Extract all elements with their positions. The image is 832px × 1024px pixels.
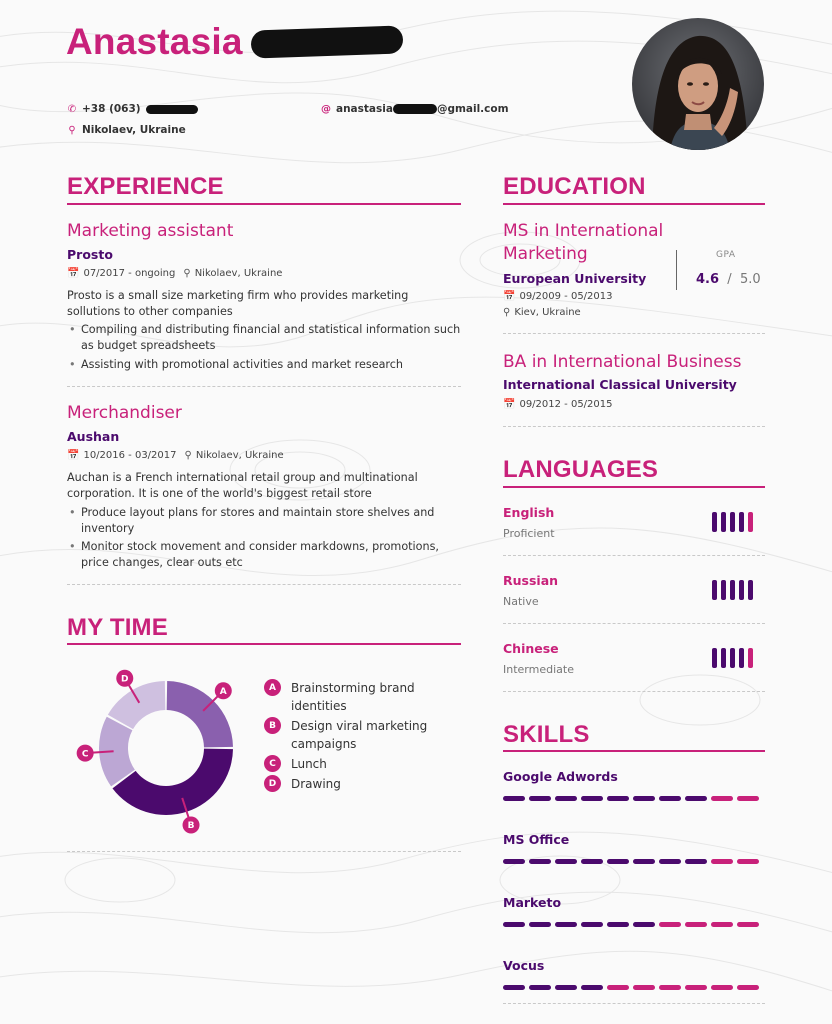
rating-bar — [737, 859, 759, 864]
rating-bar — [581, 796, 603, 801]
rating-bar — [529, 922, 551, 927]
languages-rule — [503, 486, 765, 488]
calendar-icon: 📅 — [67, 450, 80, 461]
rating-bar — [633, 796, 655, 801]
rating-bar — [737, 796, 759, 801]
rating-bar — [685, 922, 707, 927]
education-heading: EDUCATION — [503, 173, 646, 200]
rating-bar — [730, 512, 735, 532]
rating-bar — [685, 859, 707, 864]
rating-bar — [712, 512, 717, 532]
gpa-label: GPA — [716, 250, 736, 260]
donut-marker-label: B — [187, 821, 195, 832]
donut-slice-b — [112, 749, 232, 815]
degree-line: MS in International — [503, 221, 664, 241]
divider — [67, 851, 461, 852]
rating-bar — [581, 859, 603, 864]
rating-bar — [607, 922, 629, 927]
degree-title — [503, 351, 741, 374]
rating-bar — [555, 922, 577, 927]
email-suffix: @gmail.com — [436, 103, 509, 115]
skill-rating — [503, 796, 759, 801]
job-bullet: • Assisting with promotional activities and market research — [67, 357, 463, 373]
job-bullet: • Compiling and distributing financial and statistical information such as budget spreadsheets — [67, 322, 463, 354]
rating-bar — [739, 648, 744, 668]
donut-marker-label: A — [219, 686, 227, 697]
at-icon: @ — [321, 103, 331, 115]
rating-bar — [607, 796, 629, 801]
rating-bar — [711, 796, 733, 801]
job-bullet: • Monitor stock movement and consider markdowns, promotions, price changes, clear outs etc — [67, 539, 463, 571]
divider — [67, 386, 461, 387]
job-company: Aushan — [67, 429, 120, 444]
rating-bar — [737, 985, 759, 990]
divider — [503, 1003, 765, 1004]
rating-bar — [503, 922, 525, 927]
language-rating — [712, 580, 753, 600]
time-donut-chart — [60, 660, 260, 840]
rating-bar — [659, 796, 681, 801]
rating-bar — [739, 512, 744, 532]
rating-bar — [555, 859, 577, 864]
job-location: Nikolaev, Ukraine — [194, 268, 283, 279]
redacted-email — [393, 104, 437, 114]
rating-bar — [633, 922, 655, 927]
rating-bar — [711, 922, 733, 927]
phone-icon: ✆ — [67, 103, 77, 115]
rating-bar — [607, 985, 629, 990]
rating-bar — [748, 648, 753, 668]
job-title: Merchandiser — [67, 403, 182, 423]
education-dates — [503, 399, 613, 410]
degree-title — [503, 220, 663, 266]
school-name: International Classical University — [503, 377, 737, 392]
job-summary: Prosto is a small size marketing firm who provides marketing sollutions to other companies — [67, 289, 409, 318]
language-level: Native — [503, 595, 539, 608]
legend-label: Drawing — [291, 777, 341, 791]
rating-bar — [748, 512, 753, 532]
degree-line: BA in International Business — [503, 352, 742, 372]
gpa-separator — [676, 250, 677, 290]
skill-name: Vocus — [503, 958, 545, 973]
redacted-phone — [146, 105, 198, 114]
education-dates — [503, 291, 613, 302]
legend-item — [264, 717, 434, 753]
rating-bar — [685, 985, 707, 990]
language-name: Russian — [503, 573, 559, 588]
divider — [503, 555, 765, 556]
rating-bar — [739, 580, 744, 600]
email-prefix: anastasia — [336, 103, 393, 115]
location-contact — [67, 124, 186, 136]
degree-line: Marketing — [503, 244, 588, 264]
languages-heading: LANGUAGES — [503, 456, 659, 483]
name-block — [66, 20, 403, 64]
rating-bar — [748, 580, 753, 600]
phone-text: +38 (063) — [82, 103, 141, 115]
language-name: English — [503, 505, 555, 520]
skill-rating — [503, 922, 759, 927]
rating-bar — [659, 922, 681, 927]
job-meta — [67, 268, 282, 279]
rating-bar — [633, 985, 655, 990]
education-rule — [503, 203, 765, 205]
rating-bar — [503, 796, 525, 801]
language-level: Intermediate — [503, 663, 574, 676]
rating-bar — [711, 859, 733, 864]
school-name: European University — [503, 271, 647, 286]
donut-marker-label: D — [121, 674, 129, 685]
divider — [503, 623, 765, 624]
map-pin-icon: ⚲ — [68, 124, 76, 136]
legend-badge: D — [264, 775, 281, 792]
phone-contact — [67, 103, 198, 115]
legend-badge: C — [264, 755, 281, 772]
rating-bar — [581, 985, 603, 990]
candidate-name: Anastasia — [66, 21, 243, 62]
skill-rating — [503, 859, 759, 864]
rating-bar — [581, 922, 603, 927]
rating-bar — [529, 796, 551, 801]
gpa-slash: / — [727, 272, 732, 287]
skill-rating — [503, 985, 759, 990]
language-name: Chinese — [503, 641, 559, 656]
divider — [503, 426, 765, 427]
education-location-text: Kiev, Ukraine — [514, 307, 581, 318]
education-location — [503, 307, 581, 318]
email-contact[interactable] — [321, 103, 509, 115]
job-company: Prosto — [67, 247, 113, 262]
rating-bar — [730, 580, 735, 600]
profile-photo — [632, 18, 764, 150]
rating-bar — [737, 922, 759, 927]
rating-bar — [721, 580, 726, 600]
legend-item — [264, 775, 434, 793]
divider — [67, 584, 461, 585]
rating-bar — [659, 985, 681, 990]
legend-badge: A — [264, 679, 281, 696]
skills-heading: SKILLS — [503, 721, 590, 748]
calendar-icon: 📅 — [67, 268, 80, 279]
skills-rule — [503, 750, 765, 752]
donut-marker-label: C — [81, 749, 89, 760]
rating-bar — [712, 648, 717, 668]
experience-heading: EXPERIENCE — [67, 173, 224, 200]
rating-bar — [503, 859, 525, 864]
map-pin-icon: ⚲ — [183, 268, 191, 279]
rating-bar — [633, 859, 655, 864]
job-location: Nikolaev, Ukraine — [195, 450, 284, 461]
language-level: Proficient — [503, 527, 555, 540]
legend-label: Lunch — [291, 757, 327, 771]
redacted-surname — [250, 25, 403, 58]
my-time-rule — [67, 643, 461, 645]
language-rating — [712, 648, 753, 668]
job-title: Marketing assistant — [67, 221, 234, 241]
job-summary: Auchan is a French international retail group and multinational corporation. It is one of the world's biggest retail store — [67, 471, 418, 500]
experience-rule — [67, 203, 461, 205]
skill-name: Marketo — [503, 895, 562, 910]
rating-bar — [607, 859, 629, 864]
gpa-max: 5.0 — [739, 272, 761, 287]
legend-item — [264, 679, 434, 715]
job-bullet: • Produce layout plans for stores and maintain store shelves and inventory — [67, 505, 463, 537]
my-time-heading: MY TIME — [67, 614, 168, 641]
calendar-icon: 📅 — [503, 291, 516, 302]
legend-label: Design viral marketing campaigns — [291, 719, 428, 751]
rating-bar — [529, 859, 551, 864]
legend-item — [264, 755, 434, 773]
rating-bar — [730, 648, 735, 668]
rating-bar — [712, 580, 717, 600]
rating-bar — [721, 512, 726, 532]
rating-bar — [555, 985, 577, 990]
calendar-icon: 📅 — [503, 399, 516, 410]
gpa-value — [696, 272, 761, 287]
rating-bar — [555, 796, 577, 801]
divider — [503, 333, 765, 334]
time-legend — [264, 679, 434, 795]
language-rating — [712, 512, 753, 532]
rating-bar — [711, 985, 733, 990]
legend-badge: B — [264, 717, 281, 734]
education-dates-text: 09/2009 - 05/2013 — [519, 291, 613, 302]
legend-label: Brainstorming brand identities — [291, 681, 415, 713]
job-dates: 07/2017 - ongoing — [83, 268, 176, 279]
location-text: Nikolaev, Ukraine — [82, 124, 186, 136]
rating-bar — [659, 859, 681, 864]
divider — [503, 691, 765, 692]
map-pin-icon: ⚲ — [503, 307, 511, 318]
rating-bar — [685, 796, 707, 801]
skill-name: MS Office — [503, 832, 570, 847]
rating-bar — [529, 985, 551, 990]
education-dates-text: 09/2012 - 05/2015 — [519, 399, 613, 410]
gpa-score: 4.6 — [696, 272, 720, 287]
rating-bar — [503, 985, 525, 990]
job-meta — [67, 450, 284, 461]
rating-bar — [721, 648, 726, 668]
map-pin-icon: ⚲ — [184, 450, 192, 461]
skill-name: Google Adwords — [503, 769, 618, 784]
job-dates: 10/2016 - 03/2017 — [83, 450, 177, 461]
